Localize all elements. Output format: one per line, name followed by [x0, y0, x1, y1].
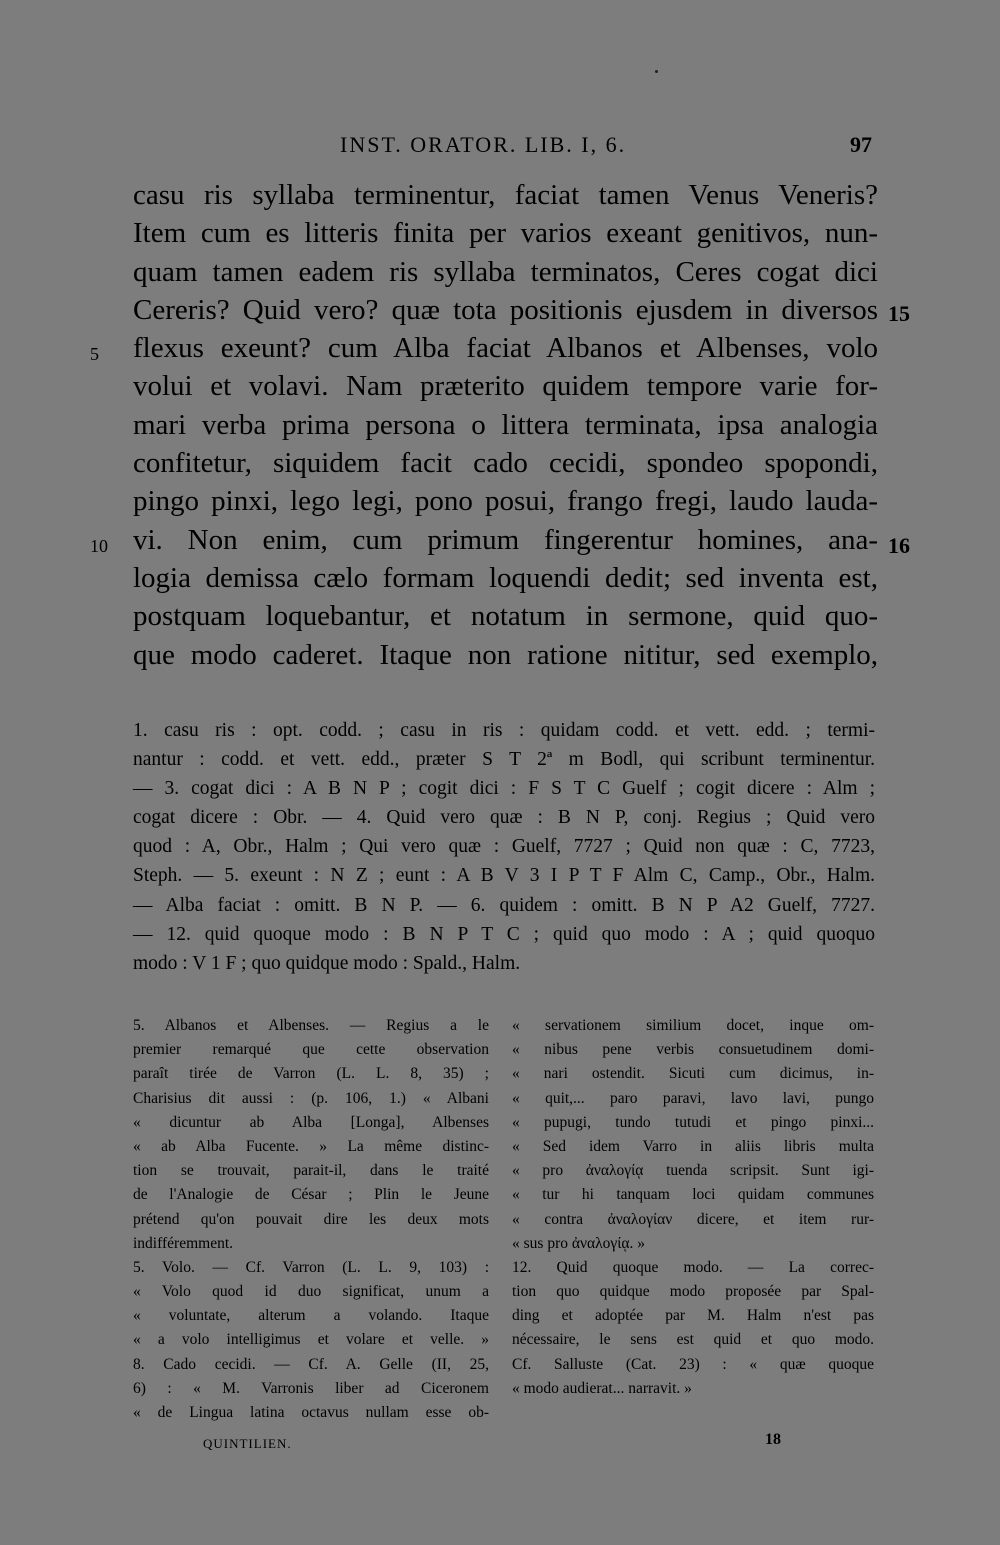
note-line: Charisius dit aussi : (p. 106, 1.) « Albani [133, 1089, 489, 1107]
section-number-15: 15 [888, 301, 910, 326]
note-line: « nari ostendit. Sicuti cum dicimus, in- [512, 1065, 874, 1083]
text-line: quam tamen eadem ris syllaba terminatos, Ceres cogat dici [133, 255, 878, 288]
note-line: paraît tirée de Varron (L. L. 8, 35) ; [133, 1065, 489, 1083]
line-number-10: 10 [90, 536, 108, 556]
text-line: vi. Non enim, cum primum fingerentur homines, ana- [133, 523, 878, 556]
note-line: « modo audierat... narravit. » [512, 1379, 692, 1397]
section-number-16: 16 [888, 533, 910, 558]
note-line: 6) : « M. Varronis liber ad Ciceronem [133, 1379, 489, 1397]
text-line: casu ris syllaba terminentur, faciat tamen Venus Veneris? [133, 179, 878, 211]
note-line: 8. Cado cecidi. — Cf. A. Gelle (II, 25, [133, 1355, 489, 1373]
note-line: Cf. Salluste (Cat. 23) : « quæ quoque [512, 1355, 874, 1373]
note-line: tion quo quidque modo proposée par Spal- [512, 1283, 874, 1301]
note-line: « tur hi tanquam loci quidam communes [512, 1186, 874, 1204]
note-line: tion se trouvait, parait-il, dans le traité [133, 1162, 489, 1180]
page-speck [655, 70, 658, 73]
text-line: postquam loquebantur, et notatum in sermone, quid quo- [133, 600, 878, 633]
main-latin-text [133, 176, 878, 674]
text-line: flexus exeunt? cum Alba faciat Albanos et Albenses, volo [133, 332, 878, 365]
apparatus-line: Steph. — 5. exeunt : N Z ; eunt : A B V 3 I P T F Alm C, Camp., Obr., Halm. [133, 865, 875, 887]
apparatus-line: cogat dicere : Obr. — 4. Quid vero quæ : B N P, conj. Regius ; Quid vero [133, 807, 875, 829]
signature-number: 18 [765, 1431, 781, 1448]
notes-column-left [133, 1014, 489, 1425]
apparatus-line: 1. casu ris : opt. codd. ; casu in ris : quidam codd. et vett. edd. ; termi- [133, 720, 875, 741]
apparatus-line: modo : V 1 F ; quo quidque modo : Spald., Halm. [133, 952, 521, 974]
note-line: « de Lingua latina octavus nullam esse ob- [133, 1404, 489, 1421]
note-line: de l'Analogie de César ; Plin le Jeune [133, 1186, 489, 1204]
note-line: ding et adoptée par M. Halm n'est pas [512, 1307, 874, 1325]
notes-column-right [512, 1014, 874, 1401]
note-line: « contra ἀναλογίαν dicere, et item rur- [512, 1210, 874, 1228]
note-line: « servationem similium docet, inque om- [512, 1017, 874, 1034]
note-line: premier remarqué que cette observation [133, 1041, 489, 1059]
text-line: pingo pinxi, lego legi, pono posui, frango fregi, laudo lauda- [133, 485, 878, 518]
note-line: « Volo quod id duo significat, unum a [133, 1283, 489, 1301]
note-line: « pro ἀναλογίᾳ tuenda scripsit. Sunt igi- [512, 1162, 874, 1180]
critical-apparatus [133, 716, 875, 978]
note-line: indifféremment. [133, 1234, 234, 1252]
note-line: « ab Alba Fucente. » La même distinc- [133, 1137, 489, 1155]
text-line: Cereris? Quid vero? quæ tota positionis ejusdem in diversos [133, 293, 878, 326]
note-line: prétend qu'on pouvait dire les deux mots [133, 1210, 489, 1228]
note-line: « Sed idem Varro in aliis libris multa [512, 1137, 874, 1155]
running-head: INST. ORATOR. LIB. I, 6. [340, 132, 627, 157]
note-line: « sus pro ἀναλογίᾳ. » [512, 1234, 646, 1252]
page-number: 97 [850, 132, 872, 157]
text-line: confitetur, siquidem facit cado cecidi, spondeo spopondi, [133, 447, 878, 480]
note-line: 12. Quid quoque modo. — La correc- [512, 1258, 874, 1276]
line-number-5: 5 [90, 344, 99, 364]
text-line: volui et volavi. Nam præterito quidem tempore varie for- [133, 370, 878, 403]
note-line: 5. Volo. — Cf. Varron (L. L. 9, 103) : [133, 1258, 489, 1276]
text-line: Item cum es litteris finita per varios exeant genitivos, nun- [133, 217, 878, 250]
note-line: « nibus pene verbis consuetudinem domi- [512, 1041, 874, 1059]
note-line: « pupugi, tundo tutudi et pingo pinxi... [512, 1113, 874, 1131]
apparatus-line: — 12. quid quoque modo : B N P T C ; quid quo modo : A ; quid quoquo [133, 923, 875, 945]
note-line: « dicuntur ab Alba [Longa], Albenses [133, 1113, 489, 1131]
note-line: « voluntate, alterum a volando. Itaque [133, 1307, 489, 1325]
apparatus-line: — 3. cogat dici : A B N P ; cogit dici : F S T C Guelf ; cogit dicere : Alm ; [133, 778, 875, 800]
text-line: que modo caderet. Itaque non ratione nititur, sed exemplo, [133, 638, 878, 671]
text-line: mari verba prima persona o littera terminata, ipsa analogia [133, 408, 878, 441]
apparatus-line: quod : A, Obr., Halm ; Qui vero quæ : Guelf, 7727 ; Quid non quæ : C, 7723, [133, 836, 875, 858]
note-line: « a volo intelligimus et volare et velle. » [133, 1331, 489, 1349]
note-line: nécessaire, le sens est quid et quo modo. [512, 1331, 874, 1349]
note-line: « quit,... paro paravi, lavo lavi, pungo [512, 1089, 874, 1107]
signature-mark: QUINTILIEN. [203, 1436, 292, 1451]
text-line: logia demissa cælo formam loquendi dedit; sed inventa est, [133, 561, 878, 594]
apparatus-line: nantur : codd. et vett. edd., præter S T 2ª m Bodl, qui scribunt terminentur. [133, 749, 875, 771]
apparatus-line: — Alba faciat : omitt. B N P. — 6. quidem : omitt. B N P A2 Guelf, 7727. [133, 894, 875, 916]
page-header [0, 128, 1000, 168]
note-line: 5. Albanos et Albenses. — Regius a le [133, 1017, 489, 1034]
